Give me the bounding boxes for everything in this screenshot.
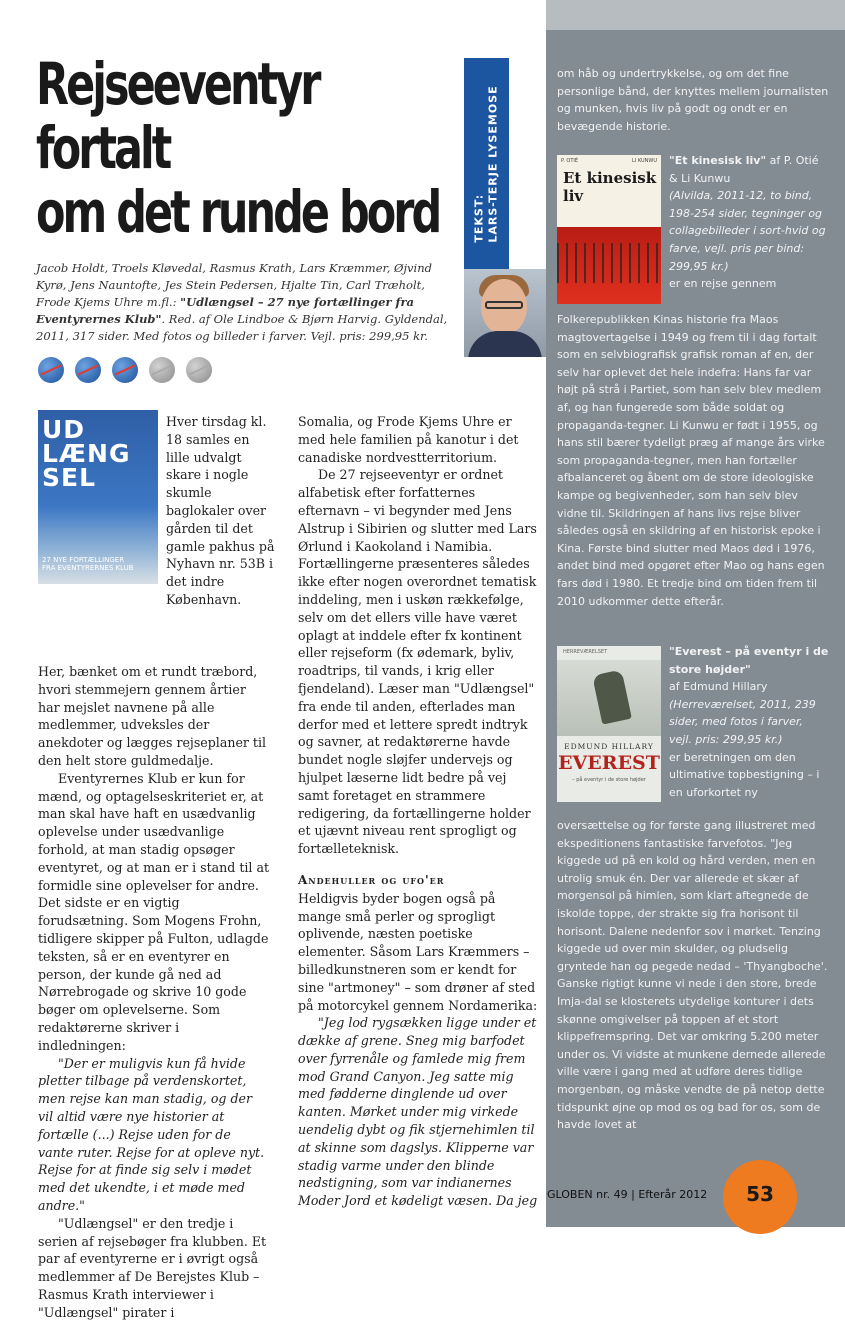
- paragraph: Eventyrernes Klub er kun for mænd, og optagelseskriteriet er, at man skal have haft en usædvanlig oplevelse under usædvanlige forhold, at man stadig opsøger eventyret, og at man er i stand til at formidle sine oplevelser for andre. Det sidste er en vigtig forudsætning. Som Mogens Frohn, tidligere skipper på Fulton, udlagde teksten, så er en eventyrer en person, der kunde gå ned ad Nørrebrogade og skrive 10 gode bøger om oplevelserne. Som redaktørerne skriver i indledningen:: [38, 770, 270, 1053]
- title-line-2: om det runde bord: [36, 178, 440, 246]
- book-title: "Udlængsel – 27 nye fortællinger fra Eventyrernes Klub": [36, 295, 415, 326]
- page-title: [36, 52, 450, 244]
- section-heading: Andehuller og ufo'er: [298, 872, 445, 887]
- book-cover-everest: HERREVÆRELSET EDMUND HILLARY EVEREST – på eventyr i de store højder: [557, 646, 661, 802]
- book-cover-kinesisk-liv: P. OTIÉ LI KUNWU Et kinesisk liv: [557, 155, 661, 304]
- cover-title: EVEREST: [558, 752, 660, 774]
- review-title: "Everest – på eventyr i de store højder": [669, 645, 829, 676]
- review-details: (Herreværelset, 2011, 239 sider, med fotos i farver, vejl. pris: 299,95 kr.): [669, 697, 816, 746]
- paragraph: Her, bænket om et rundt træbord, hvori stemmejern gennem årtier har mejslet navnene på alle medlemmer, udveksles der anekdoter og lægges rejseplaner til den helt store guldmedalje.: [38, 664, 267, 768]
- cover-title: Et kinesisk liv: [563, 169, 657, 205]
- book-cover-udlaengsel: [38, 410, 158, 584]
- sidebar-book-review-1-text: Folkerepublikken Kinas historie fra Maos magtovertagelse i 1949 og frem til i dag fortalt som en selvbiografisk grafisk roman af en, der selv har oplevet det hele indefra: Hans far var højt på strå i Partiet, som han selv blev medlem af, og han fungerede som både soldat og propaganda-tegner. Li Kunwu er født i 1955, og hans stil bærer tydeligt præg af mange års virke som propaganda-tegner, men han fortæller afbalanceret og åbent om de store ideologiske kampe og begivenheder, som han selv blev vidne til. Skildringen af hans livs rejse bliver således også en skildring af en historisk epoke i Kina. Første bind slutter med Maos død i 1976, andet bind med opgøret efter Mao og hans egen fars død i 1980. Et tredje bind om tiden frem til 2010 udkommer dette efterår.: [557, 313, 825, 608]
- globe-icon: [75, 357, 101, 383]
- quote: "Jeg lod rygsækken ligge under et dække af grene. Sneg mig barfodet over fyrrenåle og famlede mig frem mod Grand Canyon. Jeg satte mig med fødderne dinglende ud over kanten. Mørket under mig virkede uendelig dybt og fik stjernehimlen til at skinne som dagslys. Klipperne var stadig varme under den blinde nedstigning, som var indianernes Moder Jord et kødeligt væsen. Da jeg: [298, 1015, 538, 1209]
- page-number: 53: [746, 1182, 774, 1206]
- credit-label: TEKST:: [472, 193, 486, 243]
- body-column-1: [38, 663, 270, 1321]
- sidebar-book-review-1: "Et kinesisk liv" af P. Otié & Li Kunwu (Alvilda, 2011-12, to bind, 198-254 sider, tegninger og collagebilleder i sort-hvid og farve, vejl. pris per bind: 299,95 kr.) er en rejse gennem: [669, 152, 829, 293]
- body-column-1-top: [166, 413, 276, 609]
- paragraph: "Udlængsel" er den tredje i serien af rejsebøger fra klubben. Et par af eventyrerne er i øvrigt også medlemmer af De Berejstes Klub – Rasmus Krath interviewer i "Udlængsel" pirater i: [38, 1215, 267, 1320]
- author-credit: [464, 58, 509, 269]
- sidebar-book-review-2: "Everest – på eventyr i de store højder" af Edmund Hillary (Herreværelset, 2011, 239 sider, med fotos i farver, vejl. pris: 299,95 kr.) er beretningen om den ultimative topbestigning – i en uforkortet ny: [669, 645, 829, 799]
- body-column-2: [298, 413, 538, 1210]
- quote: "Der er muligvis kun få hvide pletter tilbage på verdenskortet, men rejse kan man stadig, og der vil altid være nye historier at fortælle (...) Rejse uden for de vante ruter. Rejse for at opleve nyt. Rejse for at finde sig selv i mødet med det ukendte, i et møde med andre.": [38, 1055, 265, 1213]
- page-number-badge: [723, 1160, 797, 1234]
- globe-icon-empty: [186, 357, 212, 383]
- review-details: (Alvilda, 2011-12, to bind, 198-254 sider, tegninger og collagebilleder i sort-hvid og farve, vejl. pris per bind: 299,95 kr.): [669, 189, 826, 273]
- paragraph: Heldigvis byder bogen også på mange små perler og sprogligt oplivende, næsten poetiske elementer. Såsom Lars Kræmmers – billedkunstneren som er kendt for sine "artmoney" – som drøner af sted på motorcykel gennem Nordamerika:: [298, 890, 538, 1013]
- paragraph: Somalia, og Frode Kjems Uhre er med hele familien på kanotur i det canadiske nordvestterritorium.: [298, 414, 519, 465]
- paragraph: Hver tirsdag kl. 18 samles en lille udvalgt skare i nogle skumle baglokaler over gården til det gamle pakhus på Nyhavn nr. 53B i det indre København.: [166, 414, 275, 607]
- paragraph: De 27 rejseeventyr er ordnet alfabetisk efter forfatternes efternavn – vi begynder med Jens Alstrup i Sibirien og slutter med Lars Ørlund i Kaokoland i Namibia. Fortællingerne præsenteres således ikke efter nogen overordnet tematisk inddeling, men i uskøn rækkefølge, selv om det ellers ville have været oplagt at inddele efter fx kontinent eller rejseform (fx ødemark, byliv, roadtrips, til vands, i krig eller fjendeland). Læser man "Udlængsel" fra ende til anden, efterlades man derfor med et lettere spredt indtryk og savner, at redaktørerne havde bundet nogle sløjfer undervejs og hjulpet læserne lidt bedre på vej samt foretaget en strammere redigering, da fortællingerne holder et ujævnt niveau rent sprogligt og fortælleteknisk.: [298, 467, 537, 857]
- review-title: "Et kinesisk liv": [669, 154, 767, 167]
- book-bibliography: Jacob Holdt, Troels Kløvedal, Rasmus Krath, Lars Kræmmer, Øjvind Kyrø, Jens Nauntofte, Jes Stein Pedersen, Hjalte Tin, Carl Træholt, Frode Kjems Uhre m.fl.: "Udlængsel – 27 nye fortællinger fra Eventyrernes Klub". Red. af Ole Lindboe & Bjørn Harvig. Gyldendal, 2011, 317 sider. Med fotos og billeder i farver. Vejl. pris: 299,95 kr.: [36, 261, 448, 343]
- title-line-1: Rejseeventyr fortalt: [36, 50, 319, 182]
- globe-icon-empty: [149, 357, 175, 383]
- globe-icon: [38, 357, 64, 383]
- sidebar-book-review-2-text: oversættelse og for første gang illustreret med ekspeditionens fantastiske farvefotos. "Jeg kiggede ud på en kold og hård verden, men en utrolig smuk én. Der var allerede et skær af morgensol på himlen, som klart aftegnede de iskolde toppe, der strakte sig fra horisont til horisont. Dalene nedenfor sov i mørket. Tenzing kiggede ud over min skulder, og pludselig gryntede han og pegede nedad – 'Thyangboche'. Ganske rigtigt kunne vi nede i den store, brede Imja-dal se klosterets utydelige konturer i dets skønne omgivelser på toppen af et stort klippefremspring. Det var omkring 5.200 meter under os. Vi vidste at munkene dernede allerede ville være i gang med at udføre deres tidlige morgenbøn, og måske vendte de på netop dette tidspunkt øjne op mod os og bad for os, som de havde lovet at: [557, 819, 828, 1132]
- cover-subtitle: 27 NYE FORTÆLLINGER FRA EVENTYRERNES KLUB: [42, 556, 134, 572]
- author-photo: [464, 269, 546, 357]
- magazine-footer: GLOBEN nr. 49 | Efterår 2012: [547, 1188, 708, 1201]
- globe-rating: [38, 357, 212, 383]
- sidebar-intro: om håb og undertrykkelse, og om det fine personlige bånd, der knyttes mellem journalisten og munken, hvis liv på godt og ondt er en bevægende historie.: [557, 67, 829, 133]
- sidebar-top-strip: [546, 0, 845, 30]
- cover-title: UD LÆNG SEL: [42, 415, 131, 492]
- globe-icon: [112, 357, 138, 383]
- credit-author: LARS-TERJE LYSEMOSE: [486, 84, 500, 243]
